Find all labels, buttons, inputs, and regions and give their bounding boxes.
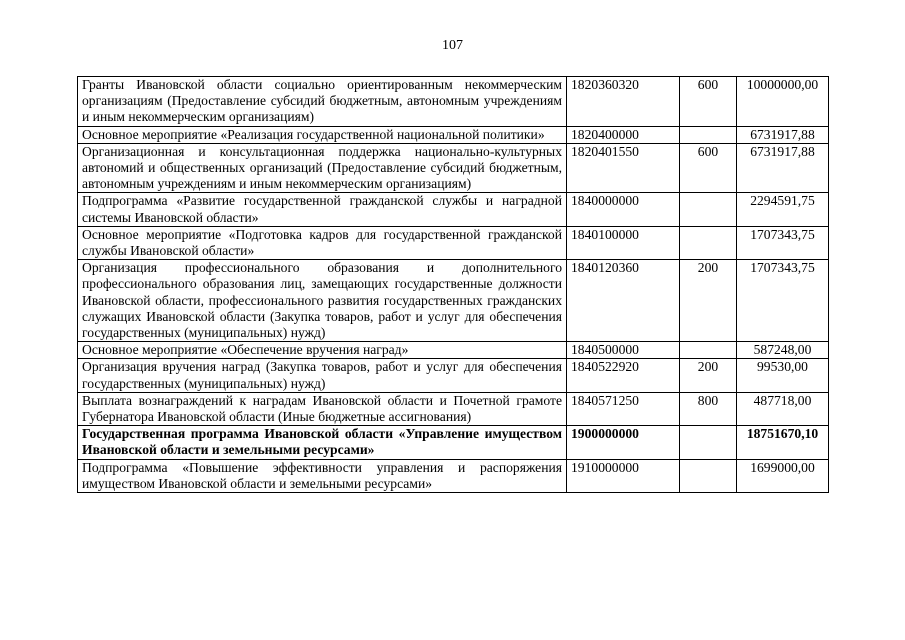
table-row — [78, 77, 829, 127]
row-name: Организация профессионального образования и дополнительного профессионального образования лиц, замещающих государственные должности Ивановской области, профессионального развития государственных гражданских служащих Ивановской области (Закупка товаров, работ и услуг для обеспечения государственных (муниципальных) нужд) — [78, 260, 567, 342]
row-expense-type: 800 — [680, 392, 737, 425]
row-amount: 587248,00 — [737, 342, 829, 359]
row-amount: 2294591,75 — [737, 193, 829, 226]
page-number: 107 — [442, 38, 463, 53]
row-amount: 10000000,00 — [737, 77, 829, 127]
row-expense-type: 600 — [680, 143, 737, 193]
row-name: Гранты Ивановской области социально ориентированным некоммерческим организациям (Предоставление субсидий бюджетным, автономным учреждениям и иным некоммерческим организациям) — [78, 77, 567, 127]
row-amount: 1707343,75 — [737, 260, 829, 342]
row-code: 1840500000 — [567, 342, 680, 359]
row-code: 1840000000 — [567, 193, 680, 226]
table-row — [78, 392, 829, 425]
row-amount: 18751670,10 — [737, 426, 829, 459]
row-code: 1910000000 — [567, 459, 680, 492]
table-row — [78, 260, 829, 342]
row-code: 1840100000 — [567, 226, 680, 259]
table-row — [78, 342, 829, 359]
row-name: Подпрограмма «Повышение эффективности управления и распоряжения имуществом Ивановской области и земельными ресурсами» — [78, 459, 567, 492]
row-expense-type — [680, 426, 737, 459]
row-expense-type — [680, 126, 737, 143]
row-expense-type — [680, 459, 737, 492]
row-amount: 6731917,88 — [737, 143, 829, 193]
row-name: Выплата вознаграждений к наградам Ивановской области и Почетной грамоте Губернатора Ивановской области (Иные бюджетные ассигнования) — [78, 392, 567, 425]
row-name: Государственная программа Ивановской области «Управление имуществом Ивановской области и земельными ресурсами» — [78, 426, 567, 459]
row-amount: 6731917,88 — [737, 126, 829, 143]
row-amount: 1707343,75 — [737, 226, 829, 259]
row-amount: 99530,00 — [737, 359, 829, 392]
row-expense-type: 600 — [680, 77, 737, 127]
row-name: Организационная и консультационная поддержка национально-культурных автономий и общественных организаций (Предоставление субсидий бюджетным, автономным учреждениям и иным некоммерческим организациям) — [78, 143, 567, 193]
table-row — [78, 126, 829, 143]
row-code: 1900000000 — [567, 426, 680, 459]
budget-table-body — [78, 77, 829, 493]
row-expense-type: 200 — [680, 359, 737, 392]
table-row — [78, 226, 829, 259]
row-name: Основное мероприятие «Реализация государственной национальной политики» — [78, 126, 567, 143]
table-row-program — [78, 426, 829, 459]
table-row — [78, 459, 829, 492]
row-expense-type: 200 — [680, 260, 737, 342]
budget-table — [77, 76, 829, 493]
row-name: Подпрограмма «Развитие государственной гражданской службы и наградной системы Ивановской области» — [78, 193, 567, 226]
row-code: 1840522920 — [567, 359, 680, 392]
row-amount: 1699000,00 — [737, 459, 829, 492]
row-name: Основное мероприятие «Обеспечение вручения наград» — [78, 342, 567, 359]
row-code: 1820360320 — [567, 77, 680, 127]
row-code: 1840120360 — [567, 260, 680, 342]
row-amount: 487718,00 — [737, 392, 829, 425]
row-code: 1820400000 — [567, 126, 680, 143]
row-code: 1840571250 — [567, 392, 680, 425]
row-expense-type — [680, 193, 737, 226]
row-name: Основное мероприятие «Подготовка кадров для государственной гражданской службы Ивановской области» — [78, 226, 567, 259]
row-code: 1820401550 — [567, 143, 680, 193]
table-row — [78, 359, 829, 392]
table-row — [78, 143, 829, 193]
row-expense-type — [680, 226, 737, 259]
table-row — [78, 193, 829, 226]
row-expense-type — [680, 342, 737, 359]
row-name: Организация вручения наград (Закупка товаров, работ и услуг для обеспечения государственных (муниципальных) нужд) — [78, 359, 567, 392]
